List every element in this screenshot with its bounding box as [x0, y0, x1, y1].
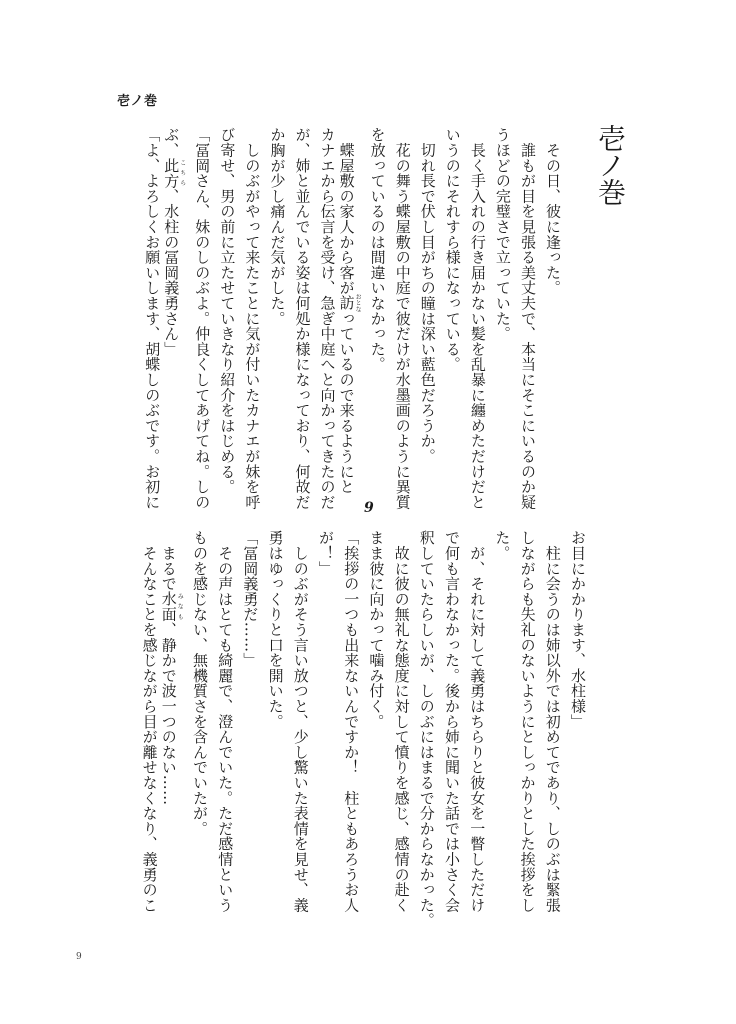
running-head: 壱ノ巻 — [117, 94, 158, 109]
text-column: 誰もが目を見張る美丈夫で、本当にそこにいるのか疑 — [518, 127, 537, 510]
text-column: 釈していたらしいが、しのぶにはまるで分からなかった。 — [417, 530, 436, 928]
text-column: 柱に会うのは姉以外では初めてであり、しのぶは緊張 — [543, 530, 562, 913]
text-column: 蝶屋敷の家人から客が訪おとなっているので来るようにと — [337, 127, 362, 495]
text-column: が、それに対して義勇はちらりと彼女を一瞥しただけ — [468, 530, 487, 913]
text-column: 花の舞う蝶屋敷の中庭で彼だけが水墨画のように異質 — [393, 127, 412, 510]
text-column: を放っているのは間違いなかった。 — [368, 127, 387, 372]
text-column: しのぶがやって来たことに気が付いたカナエが妹を呼 — [243, 127, 262, 510]
text-column: いうのにそれすら様になっている。 — [443, 127, 462, 372]
text-column: 故に彼の無礼な態度に対して憤りを感じ、感情の赴く — [392, 530, 411, 913]
text-column: び寄せ、男の前に立たせていきなり紹介をはじめる。 — [218, 127, 237, 495]
text-column: 切れ長で伏し目がちの瞳は深い藍色だろうか。 — [418, 127, 437, 464]
text-column: 「よ、よろしくお願いします、胡蝶しのぶです。お初に — [143, 127, 162, 510]
ruby-word: 此方こちら — [162, 157, 186, 189]
text-column: た。 — [493, 530, 512, 561]
ruby-reading: おとな — [354, 293, 362, 313]
text-column: が！」 — [317, 530, 335, 576]
chapter-title: 壱ノ巻 — [594, 124, 627, 205]
text-column: ぶ、此方こちら、水柱の冨岡義勇さん」 — [162, 127, 186, 357]
text-column: うほどの完璧さで立っていた。 — [493, 127, 512, 342]
page-number: 9 — [364, 500, 374, 516]
text-column: まま彼に向かって噛み付く。 — [367, 530, 386, 729]
text-column: しのぶがそう言い放つと、少し驚いた表情を見せ、義 — [291, 530, 310, 913]
folio: 9 — [76, 952, 82, 962]
text-column: 「冨岡義勇だ……」 — [241, 530, 260, 668]
text-column: ものを感じない、無機質さを含んでいたが。 — [191, 530, 209, 836]
text-column: で何も言わなかった。後から姉に聞いた話では小さく会 — [443, 530, 461, 913]
ruby-word: 水面みなも — [159, 591, 184, 622]
ruby-reading: こちら — [178, 157, 186, 189]
text-column: 「挨拶の一つも出来ないんですか！ 柱ともあろうお人 — [342, 530, 361, 913]
text-column: カナエから伝言を受け、急ぎ中庭へと向かってきたのだ — [318, 127, 337, 510]
text-column: が、姉と並んでいる姿は何処か様になっており、何故だ — [293, 127, 312, 510]
text-column: その声はとても綺麗で、澄んでいた。ただ感情という — [216, 530, 235, 913]
text-column: 長く手入れの行き届かない髪を乱暴に纏めただけだと — [468, 127, 487, 510]
text-column: 「冨岡さん、妹のしのぶよ。仲良くしてあげてね。しの — [193, 127, 212, 510]
text-column: 勇はゆっくりと口を開いた。 — [266, 530, 285, 729]
ruby-word: 訪おとな — [337, 293, 362, 313]
text-column: しながらも失礼のないようにとしっかりとした挨拶をし — [518, 530, 537, 913]
ruby-reading: みなも — [176, 591, 184, 622]
text-column: お目にかかります、水柱様」 — [569, 530, 587, 729]
text-column: そんなことを感じながら目が離せなくなり、義勇のこ — [140, 530, 159, 913]
text-column: か胸が少し痛んだ気がした。 — [268, 127, 287, 326]
text-column: その日、彼に逢った。 — [544, 127, 562, 296]
text-column: まるで水面みなも、静かで波一つのない…… — [159, 530, 184, 806]
